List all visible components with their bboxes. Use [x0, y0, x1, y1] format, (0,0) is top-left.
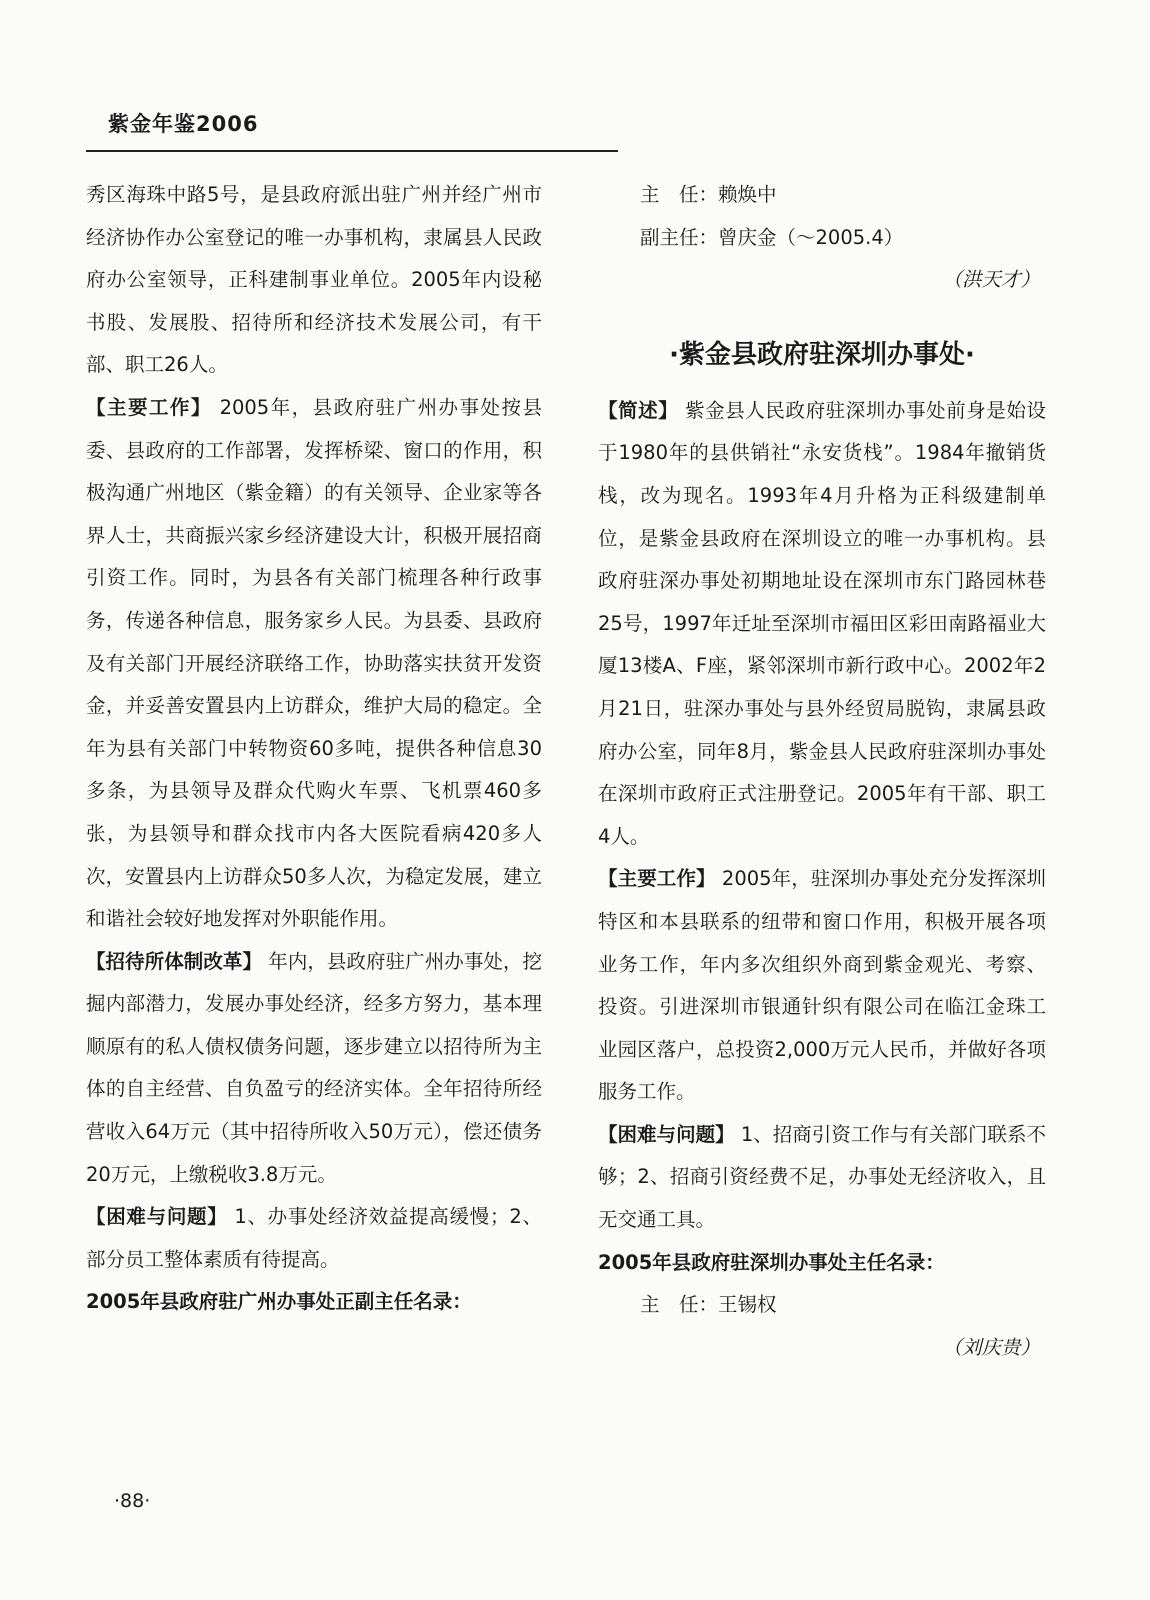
main-work-text: 2005年，县政府驻广州办事处按县委、县政府的工作部署，发挥桥梁、窗口的作用，积极沟通广州地区（紫金籍）的有关领导、企业家等各界人士，共商振兴家乡经济建设大计，积极开展招商引资工作。同时，为县各有关部门梳理各种行政事务，传递各种信息，服务家乡人民。为县委、县政府及有关部门开展经济联络工作，协助落实扶贫开发资金，并妥善安置县内上访群众，维护大局的稳定。全年为县有关部门中转物资60多吨，提供各种信息30多条，为县领导及群众代购火车票、飞机票460多张，为县领导和群众找市内各大医院看病420多人次，安置县内上访群众50多人次，为稳定发展，建立和谐社会较好地发挥对外职能作用。 [86, 395, 542, 931]
reform-label: 【招待所体制改革】 [86, 949, 263, 973]
sz-main-work-text: 2005年，驻深圳办事处充分发挥深圳特区和本县联系的纽带和窗口作用，积极开展各项业务工作，年内多次组织外商到紫金观光、考察、投资。引进深圳市银通针织有限公司在临江金珠工业园区落户，总投资2,000万元人民币，并做好各项服务工作。 [598, 867, 1046, 1104]
left-column [86, 174, 542, 1324]
main-work-label: 【主要工作】 [86, 395, 212, 419]
reform-text: 年内，县政府驻广州办事处，挖掘内部潜力，发展办事处经济，经多方努力，基本理顺原有的私人债权债务问题，逐步建立以招待所为主体的自主经营、自负盈亏的经济实体。全年招待所经营收入64万元（其中招待所收入50万元），偿还债务20万元，上缴税收3.8万元。 [86, 949, 542, 1186]
problems-text: 1、办事处经济效益提高缓慢；2、部分员工整体素质有待提高。 [86, 1205, 542, 1271]
section-title: ·紫金县政府驻深圳办事处· [669, 339, 975, 370]
sz-problems-paragraph [598, 1114, 1046, 1242]
problems-label: 【困难与问题】 [86, 1205, 228, 1229]
running-title: 紫金年鉴2006 [108, 112, 259, 136]
gz-director: 主 任：赖焕中 [640, 183, 777, 206]
sz-main-work-paragraph [598, 858, 1046, 1114]
gz-deputy-director: 副主任：曾庆金（～2005.4） [640, 225, 904, 249]
sz-roster-title: 2005年县政府驻深圳办事处主任名录： [598, 1250, 945, 1274]
intro-paragraph: 秀区海珠中路5号，是县政府派出驻广州并经广州市经济协作办公室登记的唯一办事机构，隶属县人民政府办公室领导，正科建制事业单位。2005年内设秘书股、发展股、招待所和经济技术发展公司，有干部、职工26人。 [86, 183, 542, 377]
overview-text: 紫金县人民政府驻深圳办事处前身是始设于1980年的县供销社“永安货栈”。1984年撤销货栈，改为现名。1993年4月升格为正科级建制单位，是紫金县政府在深圳设立的唯一办事机构。县政府驻深办事处初期地址设在深圳市东门路园林巷25号，1997年迁址至深圳市福田区彩田南路福业大厦13楼A、F座，紧邻深圳市新行政中心。2002年2月21日，驻深办事处与县外经贸局脱钩，隶属县政府办公室，同年8月，紫金县人民政府驻深圳办事处在深圳市政府正式注册登记。2005年有干部、职工4人。 [598, 398, 1046, 848]
problems-paragraph [86, 1196, 542, 1281]
sz-problems-label: 【困难与问题】 [598, 1122, 735, 1146]
sz-author: （刘庆贵） [942, 1335, 1040, 1359]
reform-paragraph [86, 941, 542, 1197]
page-number: ·88· [114, 1490, 151, 1512]
sz-director: 主 任：王锡权 [640, 1293, 777, 1317]
gz-roster-title: 2005年县政府驻广州办事处正副主任名录： [86, 1290, 472, 1314]
right-column [598, 174, 1046, 1369]
overview-label: 【简述】 [598, 398, 679, 422]
overview-paragraph [598, 390, 1046, 859]
header-rule [86, 150, 618, 152]
sz-problems-text: 1、招商引资工作与有关部门联系不够；2、招商引资经费不足，办事处无经济收入，且无交通工具。 [598, 1122, 1046, 1232]
gz-author: （洪天才） [942, 268, 1040, 292]
sz-main-work-label: 【主要工作】 [598, 867, 716, 891]
main-work-paragraph [86, 387, 542, 941]
